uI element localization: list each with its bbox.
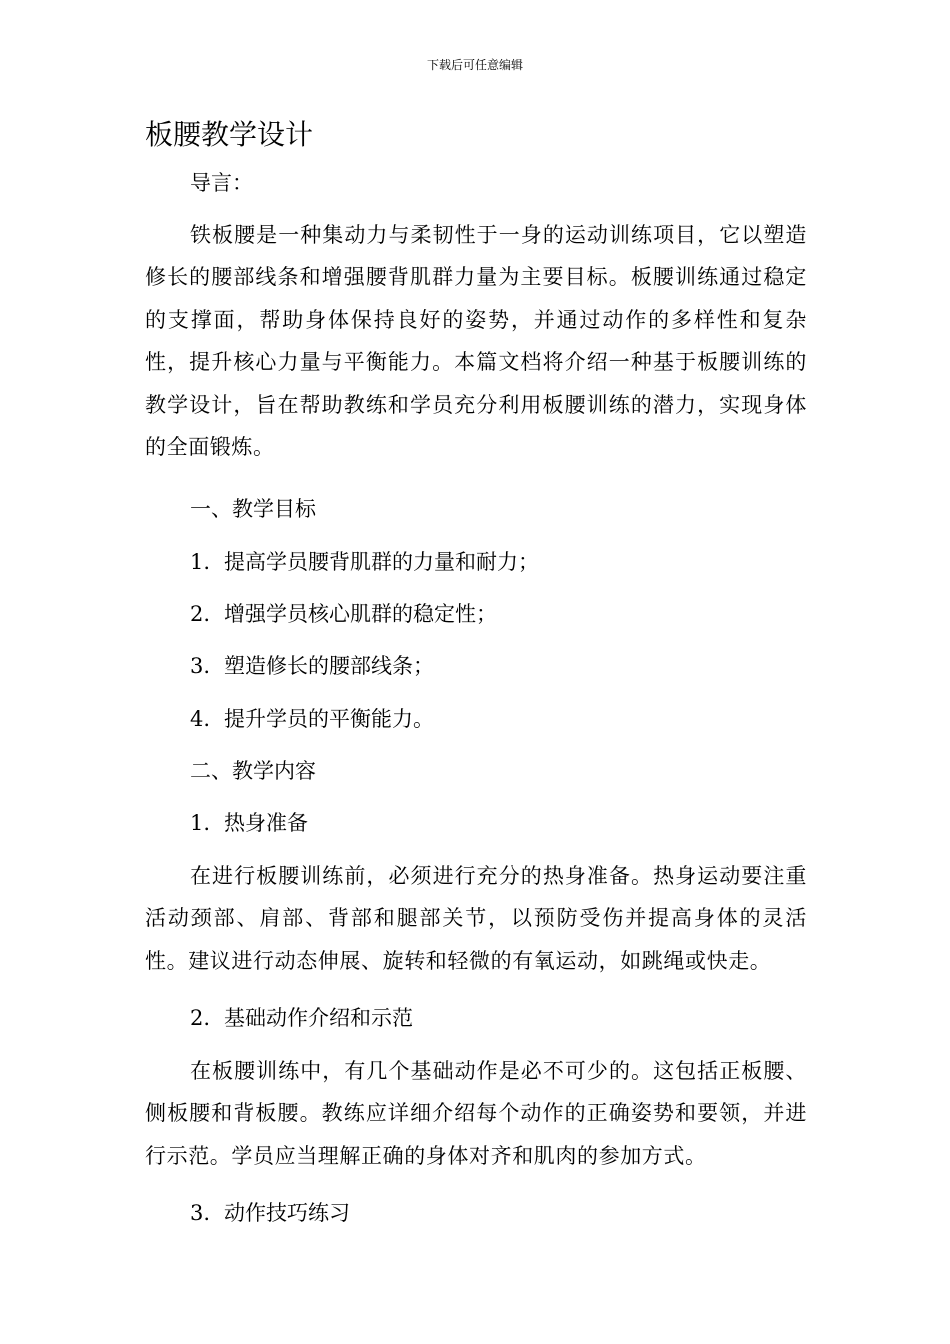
content-heading-text: 基础动作介绍和示范 — [224, 1006, 413, 1030]
goal-text: 增强学员核心肌群的稳定性； — [224, 602, 497, 626]
goal-item — [190, 547, 539, 577]
goal-number: 2. — [190, 602, 211, 626]
intro-heading: 导言： — [190, 171, 253, 195]
section-heading-goals: 一、教学目标 — [190, 497, 316, 521]
goal-item — [190, 651, 434, 681]
content-subheading — [190, 1003, 413, 1033]
document-title: 板腰教学设计 — [145, 118, 314, 151]
content-subheading — [190, 808, 308, 838]
goal-number: 4. — [190, 707, 211, 731]
goal-number: 3. — [190, 654, 211, 678]
content-number: 1. — [190, 811, 211, 835]
page-header: 下载后可任意编辑 — [426, 58, 523, 72]
content-subheading — [190, 1198, 350, 1228]
section-heading-content: 二、教学内容 — [190, 759, 316, 783]
content-heading-text: 动作技巧练习 — [224, 1201, 350, 1225]
goal-number: 1. — [190, 550, 211, 574]
goal-item — [190, 704, 434, 734]
goal-text: 提高学员腰背肌群的力量和耐力； — [224, 550, 539, 574]
content-paragraph: 在板腰训练中，有几个基础动作是必不可少的。这包括正板腰、侧板腰和背板腰。教练应详细介绍每个动作的正确姿势和要领，并进行示范。学员应当理解正确的身体对齐和肌肉的参加方式。 — [145, 1059, 807, 1168]
content-number: 3. — [190, 1201, 211, 1225]
goal-text: 塑造修长的腰部线条； — [224, 654, 434, 678]
content-number: 2. — [190, 1006, 211, 1030]
goal-text: 提升学员的平衡能力。 — [224, 707, 434, 731]
content-paragraph: 在进行板腰训练前，必须进行充分的热身准备。热身运动要注重活动颈部、肩部、背部和腿部关节，以预防受伤并提高身体的灵活性。建议进行动态伸展、旋转和轻微的有氧运动，如跳绳或快走。 — [145, 864, 807, 973]
goal-item — [190, 599, 497, 629]
intro-paragraph: 铁板腰是一种集动力与柔韧性于一身的运动训练项目，它以塑造修长的腰部线条和增强腰背肌群力量为主要目标。板腰训练通过稳定的支撑面，帮助身体保持良好的姿势，并通过动作的多样性和复杂性，提升核心力量与平衡能力。本篇文档将介绍一种基于板腰训练的教学设计，旨在帮助教练和学员充分利用板腰训练的潜力，实现身体的全面锻炼。 — [145, 223, 807, 460]
content-heading-text: 热身准备 — [224, 811, 308, 835]
